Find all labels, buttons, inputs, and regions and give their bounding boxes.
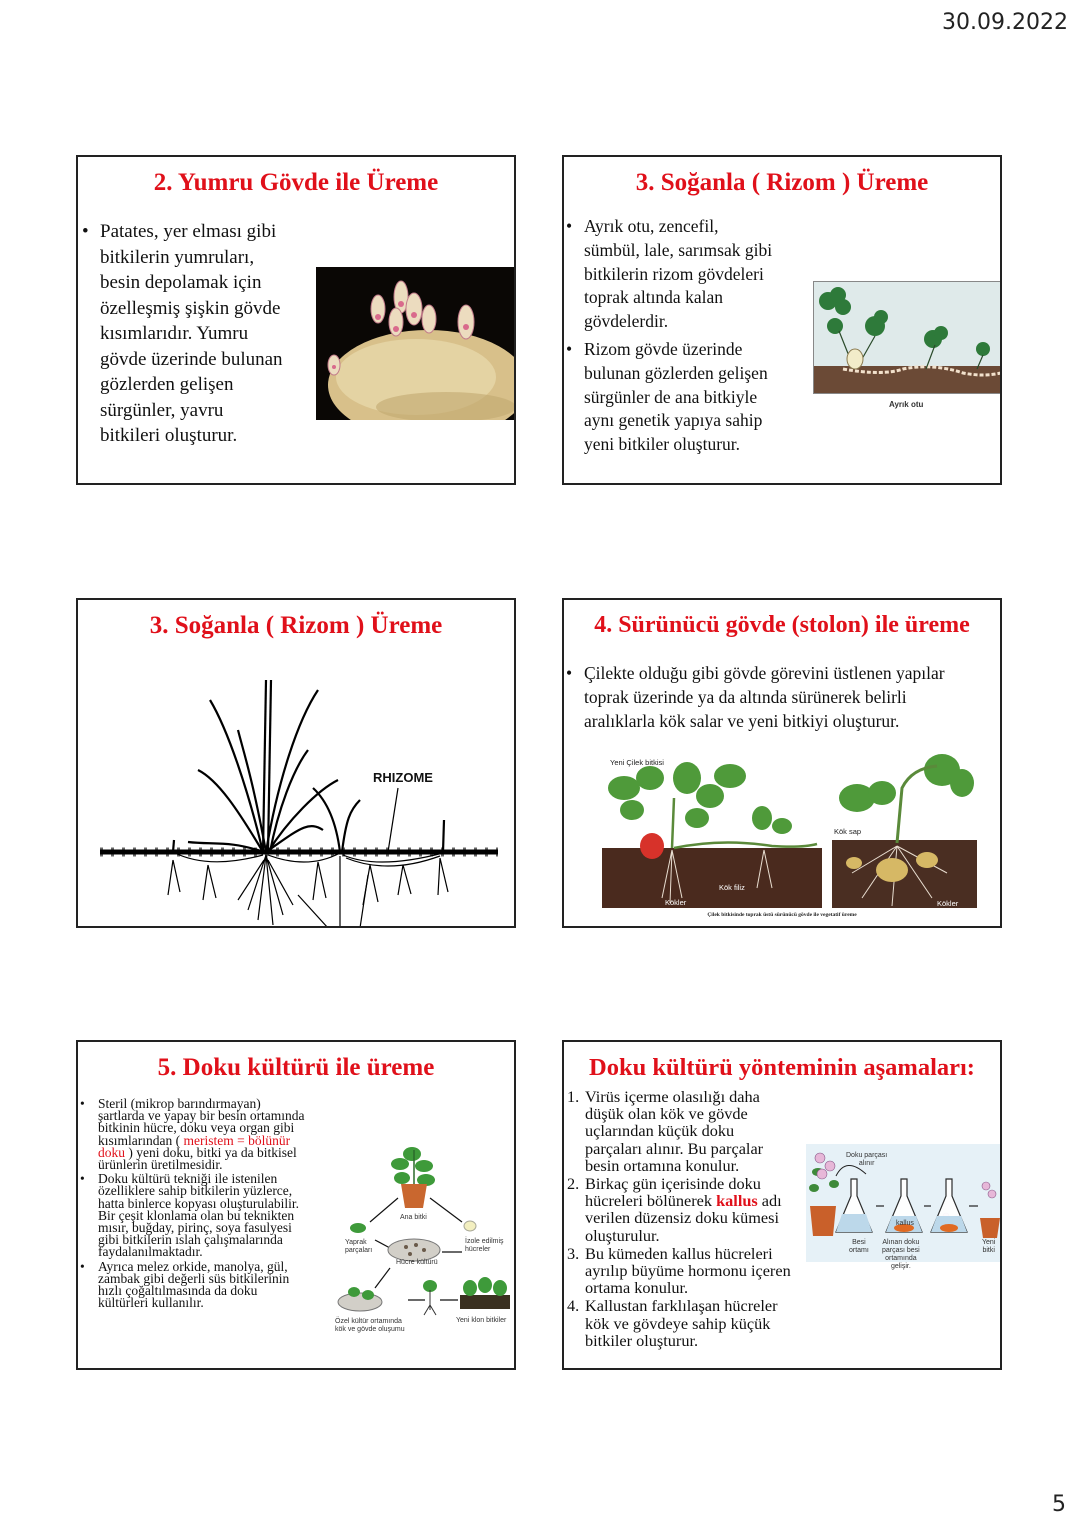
slide-rhizome-diagram — [76, 598, 516, 928]
text-line: Alınan doku — [882, 1239, 920, 1246]
text-line: alınır — [858, 1160, 875, 1167]
label-take-tissue — [846, 1152, 887, 1168]
label-new-plant: Yeni Çilek bitkisi — [610, 758, 664, 767]
text-line: oluşturulur. — [585, 1225, 660, 1245]
text-line: • Çilekte olduğu gibi gövde görevini üstlenen yapılar — [584, 663, 945, 683]
text-line: kültürleri kullanılır. — [98, 1295, 204, 1311]
bullet-item — [564, 215, 812, 334]
label-new-plant — [982, 1239, 995, 1255]
text-line: Birkaç gün içerisinde doku — [585, 1174, 761, 1194]
text-line: aynı genetik yapıya sahip — [584, 410, 763, 431]
text-line: • Ayrık otu, zencefil, — [584, 216, 719, 236]
bullet-item — [564, 661, 1000, 733]
highlight-term: kallus — [716, 1191, 758, 1211]
text-line: zambak gibi değerli süs bitkilerinin — [98, 1270, 290, 1286]
text-line: Kallustan farklılaşan hücreler — [585, 1296, 778, 1316]
step-number: 1. — [567, 1087, 580, 1106]
step-number: 3. — [567, 1243, 580, 1263]
label-medium — [849, 1239, 869, 1255]
text-line: parçası besi — [882, 1247, 920, 1254]
text-line: hızlı çoğaltılmasında da doku — [98, 1283, 258, 1299]
label-roots-left: Kökler — [665, 898, 687, 907]
label-growth — [882, 1239, 920, 1271]
slide-title: 2. Yumru Gövde ile Üreme — [153, 169, 439, 196]
step-number: 4. — [567, 1296, 580, 1316]
slide-title: Doku kültürü yönteminin aşamaları: — [589, 1054, 975, 1081]
text-line: kısımlarıdır. Yumru — [100, 323, 249, 344]
slide-title: 3. Soğanla ( Rizom ) Üreme — [149, 612, 443, 639]
slide-body — [564, 215, 812, 461]
label-roots-right: Kökler — [937, 899, 959, 908]
text-line: kök ve gövde oluşumu — [335, 1326, 405, 1333]
text-line: Bu kümeden kallus hücreleri — [585, 1243, 773, 1263]
text-line: gelişir. — [890, 1263, 911, 1270]
text-line: uçlarından küçük doku — [585, 1121, 735, 1141]
bullet-item — [78, 1173, 340, 1258]
rhizome-drawing — [78, 670, 514, 928]
step-item — [567, 1245, 827, 1297]
text-span: ) yeni doku, bitki ya da bitkisel — [125, 1144, 297, 1160]
slide-tissue-culture-steps — [562, 1040, 1002, 1370]
image-caption: Ayrık otu — [889, 400, 924, 409]
text-line: bitkilerin yumruları, — [100, 246, 255, 268]
text-line: • Ayrıca melez orkide, manolya, gül, — [98, 1258, 288, 1274]
text-line: hücreler — [465, 1246, 491, 1253]
text-line: gibi bitkilerin ıslah çalışmalarında — [98, 1232, 283, 1248]
text-line: toprak altında kalan — [584, 287, 723, 308]
text-line: yeni bitkiler oluşturur. — [584, 434, 741, 455]
couch-grass-rhizome-image — [813, 281, 1002, 395]
slide-body — [564, 661, 1000, 737]
text-line: sürgünler, yavru — [100, 399, 224, 421]
page-number: 5 — [1052, 1492, 1066, 1517]
label-runner: Kök filiz — [719, 883, 745, 892]
text-line: sürgünler de ana bitkiyle — [584, 386, 758, 407]
text-line: • Steril (mikrop barındırmayan) — [98, 1096, 261, 1111]
bullet-item — [564, 338, 812, 457]
text-line: bitkileri oluşturur. — [100, 425, 238, 446]
label-tuber: Yumru — [908, 832, 930, 841]
text-line: ürünlerin üretilmesidir. — [98, 1157, 223, 1173]
step-item — [567, 1088, 827, 1174]
slide-title: 4. Sürünücü gövde (stolon) ile üreme — [594, 612, 970, 638]
slide-body — [567, 1088, 827, 1350]
text-line: parçaları — [345, 1247, 373, 1254]
text-line: gözlerden gelişen — [100, 374, 234, 395]
text-line: ortamında — [885, 1255, 917, 1262]
step-item — [567, 1297, 827, 1349]
slide-body — [80, 219, 320, 453]
text-line: Virüs içerme olasılığı daha — [585, 1087, 760, 1106]
label-isolated-cells — [465, 1238, 504, 1254]
label-new-clones: Yeni klon bitkiler — [456, 1317, 507, 1324]
slide-tuber-reproduction — [76, 155, 516, 485]
text-line: Bir çeşit klonlama olan bu teknikten — [98, 1207, 295, 1223]
strawberry-potato-image — [592, 748, 992, 913]
text-line: verilen düzensiz doku kümesi — [585, 1208, 779, 1228]
text-line: özelliklere sahip bitkilerin yüzlerce, — [98, 1183, 293, 1199]
slide-rhizome-reproduction — [562, 155, 1002, 485]
label-cell-culture: Hücre kültürü — [396, 1259, 438, 1266]
label-leaf-parts — [345, 1239, 372, 1255]
label-callus: kallus — [896, 1220, 914, 1227]
text-line: bitkiler oluşturur. — [585, 1330, 699, 1350]
text-line: parçaları alınır. Bu parçalar — [585, 1138, 764, 1158]
bullet-item — [78, 1258, 340, 1311]
text-line: mısır, buğday, pirinç, soya fasulyesi — [98, 1220, 292, 1236]
text-line: gövdelerdir. — [584, 311, 669, 332]
text-line: ortamı — [849, 1247, 869, 1254]
text-line: • Rizom gövde üzerinde — [584, 338, 743, 359]
slide-title: 3. Soğanla ( Rizom ) Üreme — [635, 169, 929, 196]
text-line: bitki — [982, 1247, 995, 1254]
text-line: bitkilerin rizom gövdeleri — [584, 263, 764, 284]
label-special-medium — [335, 1318, 405, 1334]
label-stem: Kök sap — [834, 827, 862, 836]
slide-body — [78, 1098, 340, 1311]
label-mother-plant: Ana bitki — [400, 1214, 427, 1221]
text-line: faydalanılmaktadır. — [98, 1244, 203, 1260]
text-line: özelleşmiş şişkin gövde — [100, 297, 281, 319]
text-line: • Patates, yer elması gibi — [100, 221, 277, 242]
sprouting-potato-image — [316, 267, 516, 420]
text-line: İzole edilmiş — [465, 1238, 504, 1245]
text-line: bitkinin hücre, doku veya organ gibi — [98, 1120, 295, 1136]
bullet-item — [78, 1098, 340, 1171]
text-span: adı — [757, 1191, 782, 1211]
text-line: kök ve gövdeye sahip küçük — [585, 1313, 771, 1333]
text-line: ayrılıp büyüme hormonu içeren — [585, 1261, 791, 1281]
step-number: 2. — [567, 1174, 580, 1194]
text-line: Besi — [852, 1239, 866, 1246]
text-line: hatta binlerce kopyası oluşturulabilir. — [98, 1195, 299, 1211]
text-line: toprak üzerinde ya da altında sürünerek belirli — [584, 687, 907, 707]
rhizome-label: RHIZOME — [373, 770, 433, 785]
text-line: besin ortamına konulur. — [585, 1155, 740, 1175]
text-line: Doku parçası — [846, 1152, 888, 1159]
bullet-item — [80, 219, 320, 449]
text-line: sümbül, lale, sarımsak gibi — [584, 239, 773, 260]
text-line: besin depolamak için — [100, 272, 262, 293]
date-label: 30.09.2022 — [942, 10, 1068, 35]
text-line: ortama konulur. — [585, 1278, 689, 1298]
highlight-term: meristem = bölünür — [183, 1132, 291, 1148]
text-line: • Doku kültürü tekniği ile istenilen — [98, 1171, 278, 1187]
text-line: düşük olan kök ve gövde — [585, 1104, 748, 1124]
text-line: gövde üzerinde bulunan — [100, 348, 283, 370]
text-line — [585, 1192, 827, 1209]
highlight-term: doku — [98, 1144, 125, 1160]
text-line: Yaprak — [345, 1239, 367, 1246]
text-line: bulunan gözlerden gelişen — [584, 362, 768, 383]
text-line: Özel kültür ortamında — [335, 1318, 402, 1325]
slide-stolon-reproduction — [562, 598, 1002, 928]
slide-title: 5. Doku kültürü ile üreme — [157, 1054, 435, 1081]
step-item — [567, 1175, 827, 1244]
text-span: kısımlarından ( — [98, 1132, 184, 1148]
text-line: aralıklarla kök salar ve yeni bitkiyi oluşturur. — [584, 711, 900, 731]
text-line: şartlarda ve yapay bir besin ortamında — [98, 1108, 305, 1124]
image-caption: Çilek bitkisinde toprak üstü sürünücü gövde ile vegetatif üreme — [707, 912, 857, 918]
text-line: Yeni — [982, 1239, 996, 1246]
slide-tissue-culture — [76, 1040, 516, 1370]
text-span: hücreleri bölünerek — [585, 1191, 717, 1211]
